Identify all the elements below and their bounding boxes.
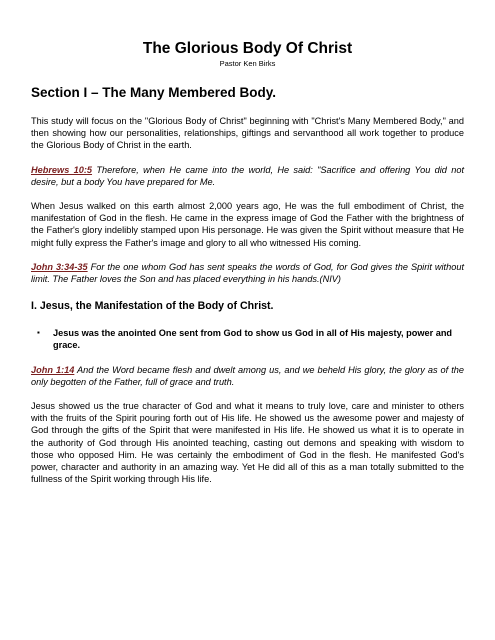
scripture-reference: John 3:34-35 — [31, 261, 88, 272]
character-paragraph: Jesus showed us the true character of God and what it means to truly love, care and minister to others with the fruits of the Spirit pouring forth out of His life. He showed us the awesome power and majesty of God through the gifts of the Spirit that were manifested in His life. He showed us what it is to operate in the authority of God through His anointed teaching, casting out demons and speaking with wisdom to those who opposed Him. He was certainly the embodiment of God in the flesh. He manifested God's power, character and authority in an amazing way. Yet He did all of this as a man totally submitted to the fullness of the Spirit working through His life. — [31, 401, 464, 485]
intro-paragraph: This study will focus on the "Glorious Body of Christ" beginning with "Christ's Many Membered Body," and then showing how our personalities, relationships, giftings and servanthood all work together to produce the Glorious Body of Christ in the earth. — [31, 116, 464, 151]
embodiment-paragraph: When Jesus walked on this earth almost 2,000 years ago, He was the full embodiment of Christ, the manifestation of God in the flesh. He came in the express image of God the Father with the brightness of the Father's glory indelibly stamped upon His personage. He was given the Spirit without measure that He might fully express the Father's image and glory to all who witnessed His coming. — [31, 201, 464, 248]
scripture-reference: Hebrews 10:5 — [31, 164, 93, 175]
scripture-john-1 — [31, 364, 464, 388]
bullet-icon: ▪ — [37, 328, 40, 338]
document-title: The Glorious Body Of Christ — [142, 40, 353, 57]
scripture-text: Therefore, when He came into the world, He said: "Sacrifice and offering You did not desire, but a body You have prepared for Me. — [31, 164, 464, 187]
sub-heading: I. Jesus, the Manifestation of the Body of Christ. — [31, 300, 274, 313]
scripture-text: And the Word became flesh and dwelt among us, and we beheld His glory, the glory as of the only begotten of the Father, full of grace and truth. — [31, 364, 464, 387]
scripture-reference: John 1:14 — [31, 364, 75, 375]
section-heading: Section I – The Many Membered Body. — [31, 85, 277, 100]
bullet-text: Jesus was the anointed One sent from God to show us God in all of His majesty, power and grace. — [53, 328, 453, 351]
bullet-item — [31, 327, 464, 351]
document-author: Pastor Ken Birks — [219, 59, 276, 68]
scripture-text: For the one whom God has sent speaks the words of God, for God gives the Spirit without limit. The Father loves the Son and has placed everything in his hands.(NIV) — [31, 261, 464, 285]
scripture-hebrews — [31, 164, 464, 188]
scripture-john-3 — [31, 261, 464, 285]
